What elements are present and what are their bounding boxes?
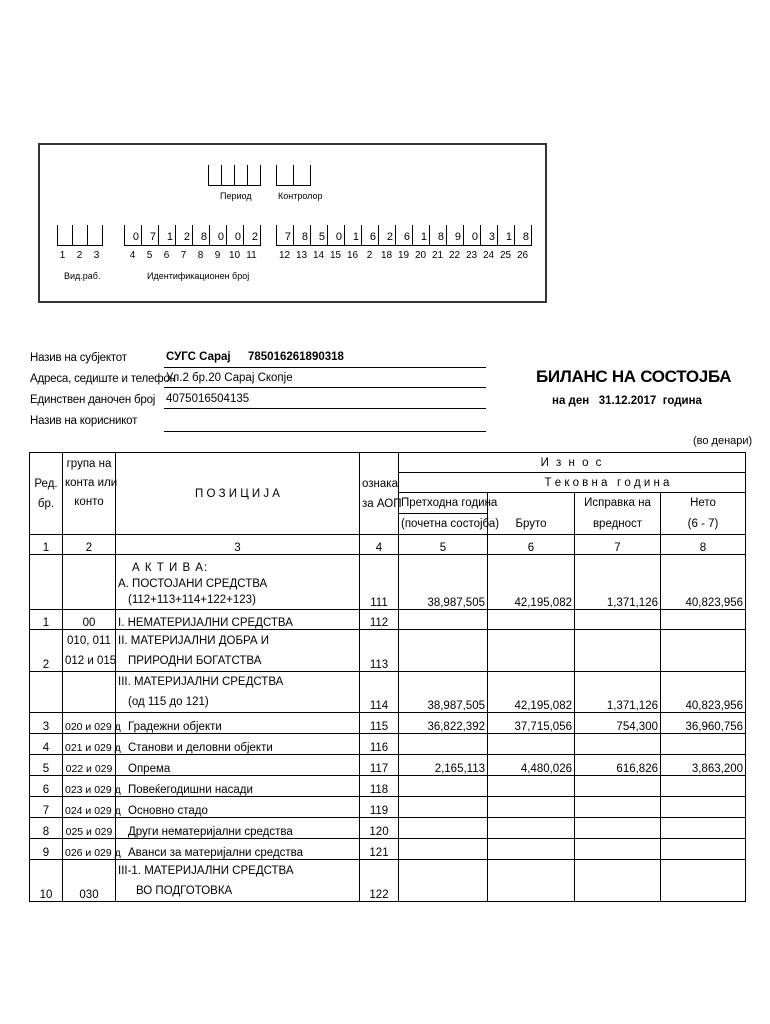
row-number: 1 bbox=[30, 610, 63, 630]
group3-numbers bbox=[276, 250, 531, 261]
row-position-line2: ВО ПОДГОТОВКА bbox=[136, 885, 233, 897]
row-position: Други нематеријални средства bbox=[116, 818, 360, 839]
column-number: 5 bbox=[399, 535, 488, 555]
balance-table bbox=[29, 452, 746, 902]
row-aop: 113 bbox=[360, 630, 399, 672]
digit-box[interactable]: 7 bbox=[142, 225, 159, 245]
row-previous bbox=[399, 860, 488, 902]
header-iznos: И з н о с bbox=[399, 453, 746, 473]
row-neto bbox=[661, 776, 746, 797]
row-previous bbox=[399, 818, 488, 839]
row-konto: 023 и 029 д bbox=[63, 776, 116, 797]
position-number: 18 bbox=[380, 250, 393, 261]
row-previous bbox=[399, 630, 488, 672]
position-number: 21 bbox=[431, 250, 444, 261]
table-row-112 bbox=[30, 610, 746, 630]
header-grupa-line2: конта или bbox=[65, 477, 118, 489]
row-aop: 122 bbox=[360, 860, 399, 902]
header-oznaka bbox=[360, 453, 402, 535]
row-ispravka bbox=[575, 610, 661, 630]
position-number: 2 bbox=[76, 250, 83, 261]
row-konto: 021 и 029 д bbox=[63, 734, 116, 755]
id-label: Идентификационен број bbox=[147, 271, 250, 281]
row-konto: 030 bbox=[63, 860, 116, 902]
row-number: 6 bbox=[30, 776, 63, 797]
table-row bbox=[30, 839, 746, 860]
row-konto: 022 и 029 bbox=[63, 755, 116, 776]
row-aop: 118 bbox=[360, 776, 399, 797]
digit-box[interactable]: 1 bbox=[498, 225, 515, 245]
row-position: Станови и деловни објекти bbox=[116, 734, 360, 755]
period-boxes[interactable] bbox=[208, 165, 261, 186]
digit-box[interactable]: 8 bbox=[430, 225, 447, 245]
position-number: 25 bbox=[499, 250, 512, 261]
aktiva-label: А К Т И В А: bbox=[132, 562, 209, 574]
header-prethodna-2: (почетна состојба) bbox=[399, 514, 488, 535]
row-neto: 40,823,956 bbox=[661, 555, 746, 610]
row-number: 7 bbox=[30, 797, 63, 818]
position-number: 16 bbox=[346, 250, 359, 261]
row-neto bbox=[661, 839, 746, 860]
row-neto bbox=[661, 818, 746, 839]
header-ispravka-2: вредност bbox=[575, 514, 661, 535]
row-bruto bbox=[488, 860, 575, 902]
currency-note: (во денари) bbox=[693, 435, 753, 447]
digit-box[interactable]: 0 bbox=[328, 225, 345, 245]
row-aop: 119 bbox=[360, 797, 399, 818]
digit-box[interactable]: 0 bbox=[125, 225, 142, 245]
position-number: 14 bbox=[312, 250, 325, 261]
second-number-boxes[interactable] bbox=[276, 225, 532, 246]
period-label: Период bbox=[220, 191, 252, 201]
row-neto bbox=[661, 734, 746, 755]
position-number: 3 bbox=[93, 250, 100, 261]
row-neto bbox=[661, 860, 746, 902]
user-name-line bbox=[164, 416, 486, 432]
table-row bbox=[30, 734, 746, 755]
position-number: 5 bbox=[146, 250, 153, 261]
row-previous: 2,165,113 bbox=[399, 755, 488, 776]
row-konto: 024 и 029 д bbox=[63, 797, 116, 818]
document-title: БИЛАНС НА СОСТОЈБА bbox=[536, 367, 732, 386]
row-bruto: 37,715,056 bbox=[488, 713, 575, 734]
work-type-label: Вид.раб. bbox=[64, 271, 101, 281]
row-ispravka: 616,826 bbox=[575, 755, 661, 776]
group1-numbers bbox=[54, 250, 105, 261]
row-bruto bbox=[488, 776, 575, 797]
column-number: 2 bbox=[63, 535, 116, 555]
row-konto-line1: 010, 011 bbox=[67, 635, 111, 647]
table-row bbox=[30, 755, 746, 776]
position-number: 8 bbox=[197, 250, 204, 261]
user-name-label: Назив на корисникот bbox=[30, 415, 138, 427]
header-prethodna-1: Претходна година bbox=[399, 493, 488, 514]
digit-box[interactable]: 2 bbox=[244, 225, 261, 245]
row-aop: 121 bbox=[360, 839, 399, 860]
position-number: 4 bbox=[129, 250, 136, 261]
row-konto: 025 и 029 bbox=[63, 818, 116, 839]
header-red-line2: бр. bbox=[37, 497, 55, 510]
header-neto-1: Нето bbox=[661, 493, 746, 514]
row-number: 3 bbox=[30, 713, 63, 734]
header-bruto-top bbox=[488, 493, 575, 514]
document-date: на ден 31.12.2017 година bbox=[552, 395, 702, 407]
digit-box[interactable]: 1 bbox=[413, 225, 430, 245]
row-bruto bbox=[488, 734, 575, 755]
row-konto: 00 bbox=[63, 610, 116, 630]
row-position-line2: (112+113+114+122+123) bbox=[128, 594, 256, 606]
header-tekovna-text: Т е к о в н а г о д и н а bbox=[544, 476, 670, 489]
row-neto: 3,863,200 bbox=[661, 755, 746, 776]
row-neto: 36,960,756 bbox=[661, 713, 746, 734]
row-position-line2: (од 115 до 121) bbox=[128, 696, 209, 708]
header-oznaka-line2: за АОП bbox=[362, 497, 402, 510]
row-aop: 115 bbox=[360, 713, 399, 734]
row-position: Опрема bbox=[116, 755, 360, 776]
row-position: I. НЕМАТЕРИЈАЛНИ СРЕДСТВА bbox=[116, 610, 360, 630]
table-row-114 bbox=[30, 672, 746, 713]
row-ispravka bbox=[575, 860, 661, 902]
table-row-122 bbox=[30, 860, 746, 902]
position-number: 11 bbox=[246, 250, 257, 261]
digit-box[interactable]: 9 bbox=[447, 225, 464, 245]
row-aop: 116 bbox=[360, 734, 399, 755]
row-position-line1: III-1. МАТЕРИЈАЛНИ СРЕДСТВА bbox=[118, 865, 294, 877]
digit-box[interactable]: 3 bbox=[481, 225, 498, 245]
row-position bbox=[116, 672, 360, 713]
row-number: 2 bbox=[30, 630, 63, 672]
row-neto bbox=[661, 797, 746, 818]
row-position-line2: ПРИРОДНИ БОГАТСТВА bbox=[128, 655, 262, 667]
header-oznaka-line1: ознака bbox=[362, 477, 398, 490]
column-number: 8 bbox=[661, 535, 746, 555]
subject-name-value: СУГС Сарај bbox=[166, 351, 231, 363]
row-number bbox=[30, 555, 63, 610]
row-position: Градежни објекти bbox=[116, 713, 360, 734]
header-tekovna bbox=[399, 473, 746, 493]
row-previous bbox=[399, 839, 488, 860]
row-bruto bbox=[488, 839, 575, 860]
row-bruto: 4,480,026 bbox=[488, 755, 575, 776]
position-number: 1 bbox=[59, 250, 66, 261]
address-label: Адреса, седиште и телефон bbox=[30, 373, 176, 385]
position-number: 9 bbox=[214, 250, 221, 261]
row-number: 10 bbox=[30, 860, 63, 902]
row-ispravka bbox=[575, 839, 661, 860]
digit-box[interactable]: 2 bbox=[379, 225, 396, 245]
row-position-line1: А. ПОСТОЈАНИ СРЕДСТВА bbox=[118, 578, 268, 590]
position-number: 6 bbox=[163, 250, 170, 261]
row-previous bbox=[399, 797, 488, 818]
digit-box[interactable]: 0 bbox=[464, 225, 481, 245]
row-number: 8 bbox=[30, 818, 63, 839]
digit-box[interactable]: 7 bbox=[277, 225, 294, 245]
address-value: Ул.2 бр.20 Сарај Скопје bbox=[166, 372, 293, 384]
row-ispravka bbox=[575, 776, 661, 797]
column-number-row bbox=[30, 535, 746, 555]
row-bruto bbox=[488, 818, 575, 839]
row-konto bbox=[63, 555, 116, 610]
column-number: 1 bbox=[30, 535, 63, 555]
row-aop: 117 bbox=[360, 755, 399, 776]
row-previous: 38,987,505 bbox=[399, 555, 488, 610]
row-bruto: 42,195,082 bbox=[488, 672, 575, 713]
header-grupa-line3: конто bbox=[74, 496, 104, 508]
row-ispravka bbox=[575, 797, 661, 818]
table-row bbox=[30, 776, 746, 797]
row-position bbox=[116, 860, 360, 902]
row-position-line1: II. МАТЕРИЈАЛНИ ДОБРА И bbox=[118, 635, 270, 647]
position-number: 22 bbox=[448, 250, 461, 261]
row-number bbox=[30, 672, 63, 713]
tax-number-value: 4075016504135 bbox=[166, 393, 250, 405]
digit-box[interactable]: 6 bbox=[362, 225, 379, 245]
header-red-line1: Ред. bbox=[34, 477, 58, 490]
header-red bbox=[30, 453, 63, 535]
digit-box[interactable]: 8 bbox=[515, 225, 532, 245]
row-position: Повеќегодишни насади bbox=[116, 776, 360, 797]
digit-box[interactable]: 5 bbox=[311, 225, 328, 245]
header-bruto: Бруто bbox=[488, 514, 575, 535]
row-number: 5 bbox=[30, 755, 63, 776]
table-row bbox=[30, 713, 746, 734]
digit-box[interactable]: 8 bbox=[193, 225, 210, 245]
row-konto: 026 и 029 д bbox=[63, 839, 116, 860]
row-aop: 111 bbox=[360, 555, 399, 610]
position-number: 7 bbox=[180, 250, 187, 261]
table-row-113 bbox=[30, 630, 746, 672]
row-ispravka: 754,300 bbox=[575, 713, 661, 734]
row-number: 4 bbox=[30, 734, 63, 755]
row-bruto bbox=[488, 610, 575, 630]
row-neto bbox=[661, 630, 746, 672]
row-aop: 120 bbox=[360, 818, 399, 839]
row-bruto: 42,195,082 bbox=[488, 555, 575, 610]
row-position-line1: III. МАТЕРИЈАЛНИ СРЕДСТВА bbox=[118, 676, 284, 688]
row-aop: 112 bbox=[360, 610, 399, 630]
row-ispravka: 1,371,126 bbox=[575, 555, 661, 610]
header-grupa-line1: група на bbox=[66, 458, 112, 470]
row-ispravka: 1,371,126 bbox=[575, 672, 661, 713]
digit-box[interactable]: 0 bbox=[210, 225, 227, 245]
digit-box[interactable]: 6 bbox=[396, 225, 413, 245]
controller-boxes[interactable] bbox=[276, 165, 311, 186]
row-konto bbox=[63, 672, 116, 713]
column-number: 6 bbox=[488, 535, 575, 555]
position-number: 13 bbox=[295, 250, 308, 261]
position-number: 12 bbox=[278, 250, 291, 261]
row-bruto bbox=[488, 797, 575, 818]
subject-name-label: Назив на субјектот bbox=[30, 352, 127, 364]
controller-label: Контролор bbox=[278, 191, 323, 201]
column-number: 3 bbox=[116, 535, 360, 555]
row-ispravka bbox=[575, 630, 661, 672]
header-pozicija: П О З И Ц И Ј А bbox=[116, 453, 360, 535]
header-grupa bbox=[63, 453, 116, 535]
row-konto: 020 и 029 д bbox=[63, 713, 116, 734]
digit-box[interactable]: 2 bbox=[176, 225, 193, 245]
row-position bbox=[116, 630, 360, 672]
group2-numbers bbox=[124, 250, 260, 261]
position-number: 10 bbox=[228, 250, 241, 261]
position-number: 20 bbox=[414, 250, 427, 261]
row-bruto bbox=[488, 630, 575, 672]
row-konto bbox=[63, 630, 116, 672]
position-number: 24 bbox=[482, 250, 495, 261]
row-previous: 36,822,392 bbox=[399, 713, 488, 734]
table-row bbox=[30, 797, 746, 818]
row-previous bbox=[399, 734, 488, 755]
digit-box[interactable]: 0 bbox=[227, 225, 244, 245]
tax-number-label: Единствен даночен број bbox=[30, 394, 156, 406]
column-number: 4 bbox=[360, 535, 399, 555]
row-konto-line2: 012 и 015 bbox=[65, 655, 117, 667]
position-number: 2 bbox=[366, 250, 373, 261]
table-row-111 bbox=[30, 555, 746, 610]
column-number: 7 bbox=[575, 535, 661, 555]
row-position: Основно стадо bbox=[116, 797, 360, 818]
row-number: 9 bbox=[30, 839, 63, 860]
row-neto: 40,823,956 bbox=[661, 672, 746, 713]
position-number: 23 bbox=[465, 250, 478, 261]
position-number: 26 bbox=[516, 250, 529, 261]
form-header-box bbox=[38, 143, 547, 303]
position-number: 19 bbox=[397, 250, 410, 261]
row-aop: 114 bbox=[360, 672, 399, 713]
header-neto-2: (6 - 7) bbox=[661, 514, 746, 535]
row-previous: 38,987,505 bbox=[399, 672, 488, 713]
work-type-boxes[interactable] bbox=[57, 225, 103, 246]
position-number: 15 bbox=[329, 250, 342, 261]
digit-box[interactable]: 8 bbox=[294, 225, 311, 245]
header-ispravka-1: Исправка на bbox=[575, 493, 661, 514]
row-previous bbox=[399, 610, 488, 630]
row-previous bbox=[399, 776, 488, 797]
row-ispravka bbox=[575, 818, 661, 839]
table-row bbox=[30, 818, 746, 839]
digit-box[interactable]: 1 bbox=[159, 225, 176, 245]
row-position bbox=[116, 555, 360, 610]
digit-box[interactable]: 1 bbox=[345, 225, 362, 245]
row-position: Аванси за материјални средства bbox=[116, 839, 360, 860]
id-number-boxes[interactable] bbox=[124, 225, 261, 246]
subject-name-code: 785016261890318 bbox=[248, 351, 344, 363]
row-ispravka bbox=[575, 734, 661, 755]
row-neto bbox=[661, 610, 746, 630]
